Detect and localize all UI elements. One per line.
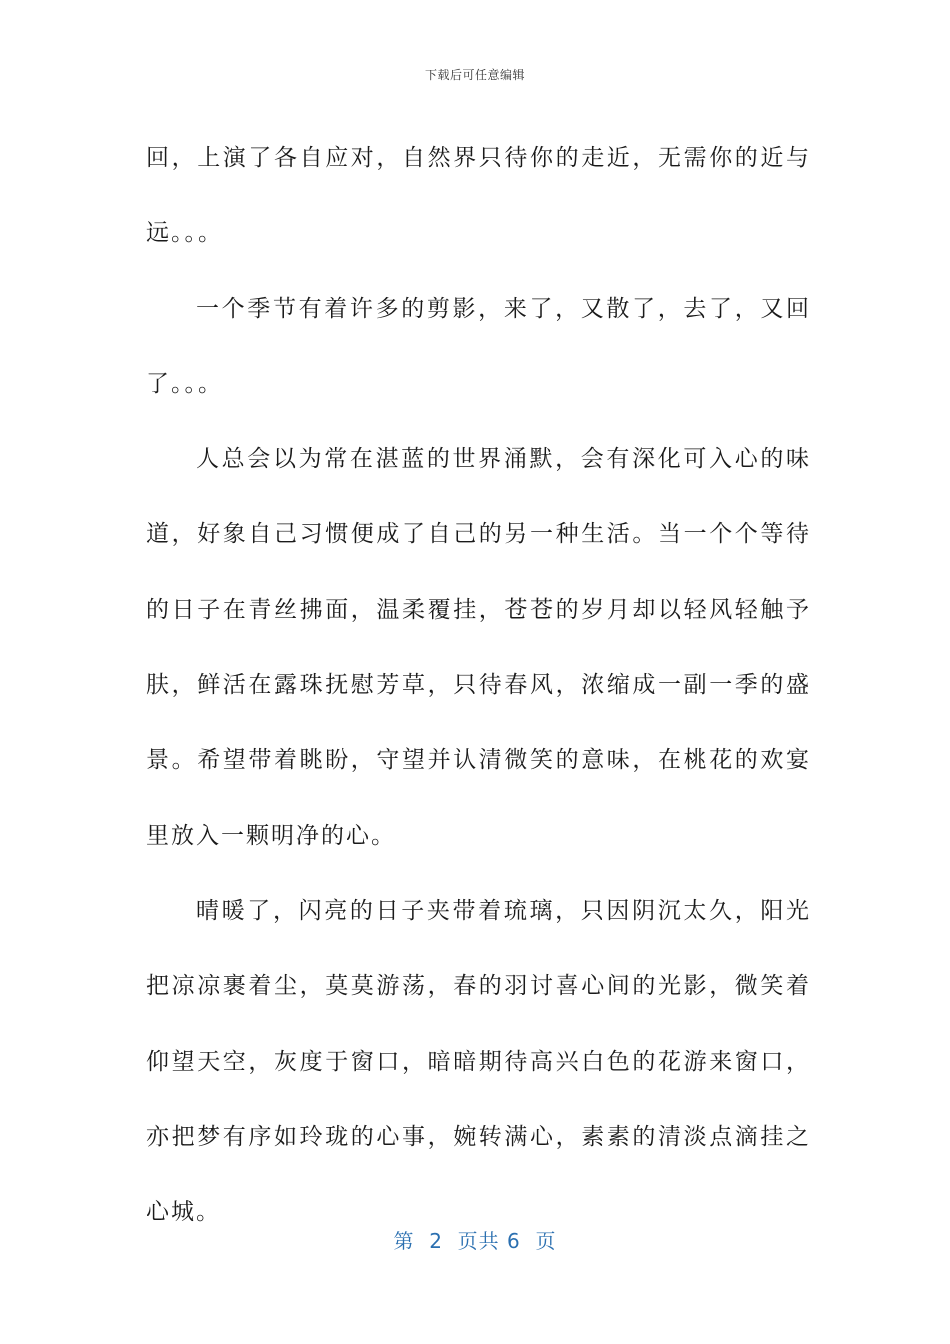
body-text [146,121,811,1250]
paragraph-1: 回，上演了各自应对，自然界只待你的走近，无需你的近与远。。。 [146,145,811,247]
page-number: 第 2 页共 6 页 [393,1229,557,1253]
header-note: 下载后可任意编辑 [424,68,525,82]
paragraph-3: 人总会以为常在湛蓝的世界涌默，会有深化可入心的味道，好象自己习惯便成了自己的另一种生活。当一个个等待的日子在青丝拂面，温柔覆挂，苍苍的岁月却以轻风轻触予肤，鲜活在露珠抚慰芳草，只待春风，浓缩成一副一季的盛景。希望带着眺盼，守望并认清微笑的意味，在桃花的欢宴里放入一颗明净的心。 [146,446,811,849]
paragraph-2: 一个季节有着许多的剪影，来了，又散了，去了，又回了。。。 [146,295,811,397]
paragraph-4: 晴暖了，闪亮的日子夹带着琉璃，只因阴沉太久，阳光把凉凉裹着尘，莫莫游荡，春的羽讨喜心间的光影，微笑着仰望天空，灰度于窗口，暗暗期待高兴白色的花游来窗口，亦把梦有序如玲珑的心事，婉转满心，素素的清淡点滴挂之心城。 [146,897,811,1226]
